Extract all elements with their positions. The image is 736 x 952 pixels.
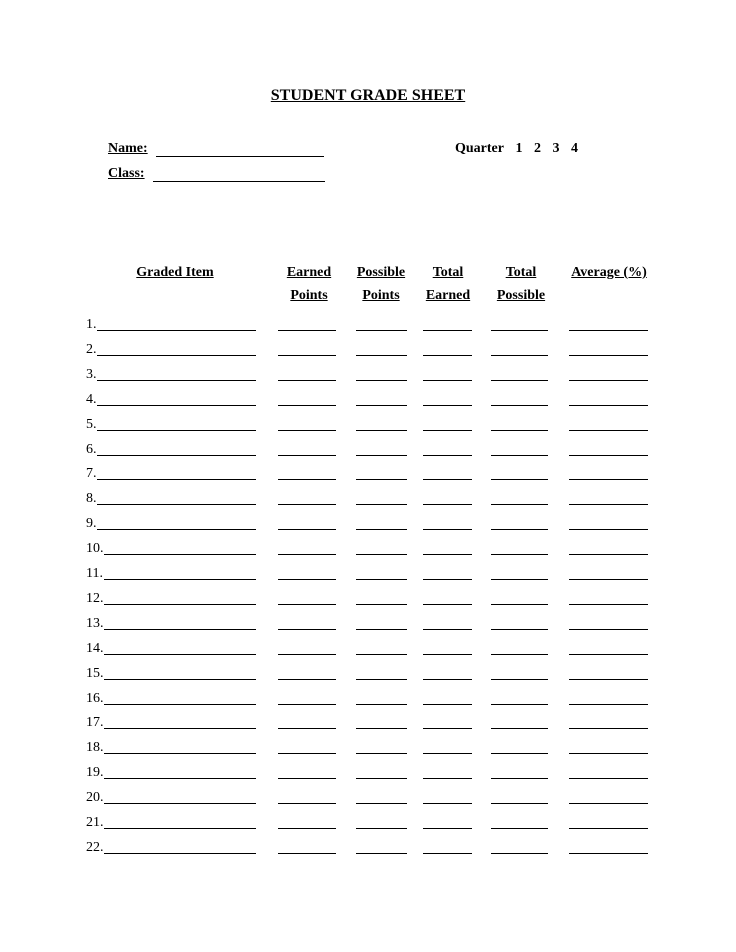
possible-points-blank [356,803,407,804]
possible-points-blank [356,330,407,331]
graded-item-blank [104,778,256,779]
row-number: 17. [86,715,104,731]
possible-points-blank [356,778,407,779]
possible-points-blank [356,355,407,356]
earned-points-blank [278,654,336,655]
name-field [108,141,324,157]
graded-item-blank [104,728,256,729]
graded-item-blank [104,704,256,705]
earned-points-blank [278,629,336,630]
graded-item-blank [97,455,256,456]
total-possible-blank [491,853,548,854]
graded-item-blank [104,579,256,580]
possible-points-blank [356,728,407,729]
row-number: 2. [86,341,97,357]
earned-points-blank [278,479,336,480]
total-possible-blank [491,803,548,804]
graded-item-blank [97,504,256,505]
earned-points-blank [278,405,336,406]
possible-points-blank [356,504,407,505]
total-possible-blank [491,728,548,729]
header-earned-points: Earned Points [286,265,332,303]
earned-points-blank [278,753,336,754]
total-earned-blank [423,504,472,505]
average-blank [569,554,648,555]
table-row [86,835,666,855]
earned-points-blank [278,853,336,854]
table-row [86,337,666,357]
total-possible-blank [491,604,548,605]
possible-points-blank [356,629,407,630]
table-row [86,810,666,830]
row-number: 16. [86,690,104,706]
table-row [86,412,666,432]
table-row [86,710,666,730]
average-blank [569,529,648,530]
average-blank [569,853,648,854]
average-blank [569,728,648,729]
header-total-possible: Total Possible [496,265,546,303]
possible-points-blank [356,430,407,431]
table-row [86,586,666,606]
graded-item-blank [104,629,256,630]
average-blank [569,629,648,630]
average-blank [569,455,648,456]
table-row [86,636,666,656]
table-row [86,362,666,382]
average-blank [569,803,648,804]
earned-points-blank [278,380,336,381]
table-row [86,735,666,755]
average-blank [569,604,648,605]
possible-points-blank [356,828,407,829]
total-possible-blank [491,654,548,655]
quarter-option-1: 1 [515,141,523,156]
total-possible-blank [491,455,548,456]
earned-points-blank [278,504,336,505]
total-earned-blank [423,330,472,331]
total-possible-blank [491,529,548,530]
total-earned-blank [423,728,472,729]
average-blank [569,380,648,381]
class-field [108,166,325,182]
earned-points-blank [278,604,336,605]
total-possible-blank [491,330,548,331]
possible-points-blank [356,554,407,555]
possible-points-blank [356,704,407,705]
graded-item-blank [97,405,256,406]
total-earned-blank [423,455,472,456]
quarter-selector [455,141,586,157]
name-blank-line [156,142,324,157]
total-earned-blank [423,704,472,705]
average-blank [569,828,648,829]
header-average: Average (%) [571,265,647,280]
total-earned-blank [423,604,472,605]
row-number: 12. [86,590,104,606]
total-earned-blank [423,853,472,854]
graded-item-blank [97,529,256,530]
class-blank-line [153,167,325,182]
table-row [86,387,666,407]
average-blank [569,679,648,680]
row-number: 7. [86,466,97,482]
total-possible-blank [491,380,548,381]
page-title: STUDENT GRADE SHEET [270,87,466,104]
row-number: 3. [86,366,97,382]
table-row [86,486,666,506]
row-number: 4. [86,391,97,407]
possible-points-blank [356,579,407,580]
total-possible-blank [491,629,548,630]
earned-points-blank [278,728,336,729]
row-number: 1. [86,317,97,332]
total-possible-blank [491,405,548,406]
total-earned-blank [423,579,472,580]
total-possible-blank [491,355,548,356]
average-blank [569,778,648,779]
total-earned-blank [423,753,472,754]
possible-points-blank [356,604,407,605]
table-row [86,437,666,457]
row-number: 11. [86,566,103,581]
graded-item-blank [104,828,256,829]
total-earned-blank [423,479,472,480]
graded-item-blank [97,330,256,331]
possible-points-blank [356,455,407,456]
earned-points-blank [278,778,336,779]
earned-points-blank [278,430,336,431]
average-blank [569,704,648,705]
earned-points-blank [278,579,336,580]
header-possible-points: Possible Points [356,265,406,303]
total-earned-blank [423,405,472,406]
row-number: 10. [86,541,104,557]
earned-points-blank [278,554,336,555]
possible-points-blank [356,529,407,530]
quarter-label: Quarter [455,141,504,156]
table-row [86,561,666,581]
table-row [86,611,666,631]
graded-item-blank [97,355,256,356]
row-number: 22. [86,839,104,855]
total-possible-blank [491,479,548,480]
total-earned-blank [423,629,472,630]
graded-item-blank [104,654,256,655]
average-blank [569,504,648,505]
row-number: 13. [86,615,104,631]
graded-item-blank [104,803,256,804]
table-row [86,686,666,706]
name-label: Name: [108,141,148,156]
row-number: 15. [86,665,104,681]
earned-points-blank [278,704,336,705]
total-earned-blank [423,828,472,829]
graded-item-blank [104,554,256,555]
quarter-option-4: 4 [570,141,578,156]
total-earned-blank [423,554,472,555]
row-number: 8. [86,491,97,507]
total-possible-blank [491,753,548,754]
total-earned-blank [423,803,472,804]
quarter-option-2: 2 [533,141,541,156]
table-row [86,511,666,531]
table-row [86,760,666,780]
possible-points-blank [356,679,407,680]
possible-points-blank [356,853,407,854]
row-number: 14. [86,640,104,656]
average-blank [569,479,648,480]
graded-item-blank [104,604,256,605]
total-possible-blank [491,704,548,705]
earned-points-blank [278,330,336,331]
graded-item-blank [97,479,256,480]
total-earned-blank [423,679,472,680]
total-earned-blank [423,778,472,779]
total-possible-blank [491,430,548,431]
average-blank [569,330,648,331]
total-earned-blank [423,380,472,381]
row-number: 18. [86,740,104,756]
graded-item-blank [104,853,256,854]
table-row [86,312,666,332]
header-total-earned: Total Earned [425,265,471,303]
row-number: 21. [86,815,104,830]
possible-points-blank [356,405,407,406]
table-row [86,785,666,805]
graded-item-blank [97,380,256,381]
average-blank [569,355,648,356]
table-row [86,461,666,481]
total-earned-blank [423,430,472,431]
total-possible-blank [491,579,548,580]
possible-points-blank [356,479,407,480]
average-blank [569,654,648,655]
earned-points-blank [278,803,336,804]
average-blank [569,753,648,754]
total-possible-blank [491,504,548,505]
header-graded-item: Graded Item [136,265,214,280]
table-row [86,661,666,681]
row-number: 6. [86,441,97,457]
total-possible-blank [491,828,548,829]
total-possible-blank [491,679,548,680]
possible-points-blank [356,753,407,754]
row-number: 5. [86,416,97,432]
earned-points-blank [278,455,336,456]
earned-points-blank [278,355,336,356]
possible-points-blank [356,380,407,381]
total-earned-blank [423,529,472,530]
total-possible-blank [491,554,548,555]
row-number: 9. [86,516,97,532]
row-number: 19. [86,765,104,781]
graded-item-blank [104,679,256,680]
earned-points-blank [278,679,336,680]
class-label: Class: [108,166,145,181]
earned-points-blank [278,529,336,530]
average-blank [569,430,648,431]
graded-item-blank [104,753,256,754]
total-possible-blank [491,778,548,779]
table-row [86,536,666,556]
graded-item-blank [97,430,256,431]
earned-points-blank [278,828,336,829]
total-earned-blank [423,355,472,356]
average-blank [569,579,648,580]
quarter-option-3: 3 [552,141,560,156]
average-blank [569,405,648,406]
total-earned-blank [423,654,472,655]
row-number: 20. [86,790,104,806]
possible-points-blank [356,654,407,655]
